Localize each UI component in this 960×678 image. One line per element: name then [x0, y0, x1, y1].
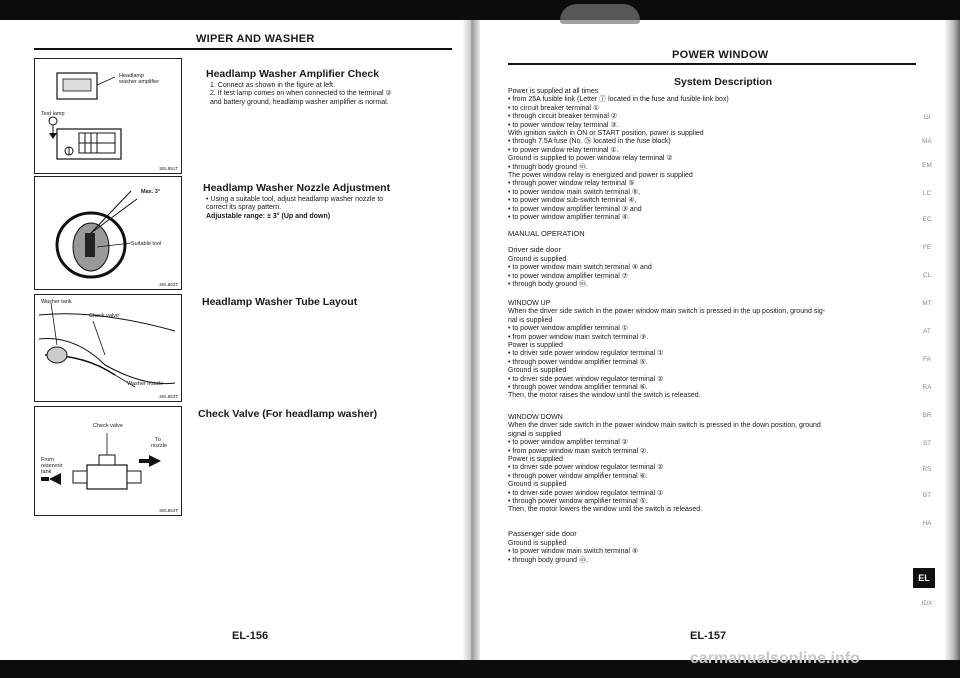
- watermark-text: carmanualsonline.info: [690, 650, 860, 667]
- manual-operation-heading: MANUAL OPERATION: [508, 229, 585, 238]
- index-tab-st[interactable]: ST: [922, 440, 932, 447]
- b4-line: Ground is supplied: [508, 481, 567, 489]
- b1-line: Ground is supplied to power window relay terminal ②: [508, 155, 673, 163]
- fig1-label-2: Test lamp: [41, 111, 65, 117]
- figure-tube-layout: [34, 294, 182, 402]
- b2-line: • through body ground ⓜ.: [508, 281, 588, 289]
- b1-line: With ignition switch in ON or START position, power is supplied: [508, 130, 704, 138]
- window-down-text: [508, 414, 821, 515]
- b1-line: • to power window sub-switch terminal ④,: [508, 197, 637, 205]
- b4-line: • through power window amplifier terminal ⑤.: [508, 498, 648, 506]
- heading-tube-layout: Headlamp Washer Tube Layout: [202, 296, 358, 308]
- fig2-code: SEL852T: [159, 282, 178, 287]
- fig4-label-5: tank: [41, 469, 52, 475]
- left-page-number: EL-156: [232, 630, 269, 642]
- b2-line: • to power window amplifier terminal ⑦: [508, 272, 628, 280]
- driver-side-heading: Driver side door: [508, 245, 561, 254]
- amplifier-check-line-3: and battery ground, headlamp washer amplifier is normal.: [210, 98, 389, 106]
- b4-line: • to driver side power window regulator terminal ②: [508, 464, 664, 472]
- passenger-ground-text: [508, 540, 638, 565]
- b4-line: When the driver side switch in the power window main switch is pressed in the down position, ground: [508, 422, 821, 430]
- b1-line: • to circuit breaker terminal ①: [508, 104, 600, 112]
- index-tab-at[interactable]: AT: [923, 328, 931, 335]
- amplifier-check-line-2: 2. If test lamp comes on when connected to the terminal ②: [210, 90, 392, 98]
- driver-ground-text: [508, 256, 652, 290]
- power-supply-text: [508, 88, 729, 223]
- fig3-label-0: Washer tank: [41, 299, 72, 305]
- b4-line: Then, the motor lowers the window until the switch is released.: [508, 506, 703, 514]
- nozzle-line-1: • Using a suitable tool, adjust headlamp washer nozzle to: [206, 196, 384, 203]
- fig4-label-3: From: [41, 457, 54, 463]
- amplifier-check-text: [210, 82, 392, 107]
- b3-line: • to driver side power window regulator terminal ①: [508, 350, 664, 358]
- b1-line: • to power window main switch terminal ⑤,: [508, 188, 641, 196]
- index-tab-fa[interactable]: FA: [923, 356, 931, 363]
- index-tab-ec[interactable]: EC: [922, 216, 932, 223]
- passenger-side-heading: Passenger side door: [508, 529, 577, 538]
- fig4-label-2: nozzle: [151, 443, 167, 449]
- index-tab-fe[interactable]: FE: [922, 244, 932, 251]
- figure-check-valve: [34, 406, 182, 516]
- b3-line: Then, the motor raises the window until the switch is released.: [508, 392, 701, 400]
- b3-line: • from power window main switch terminal ③.: [508, 333, 649, 341]
- right-running-title: POWER WINDOW: [672, 49, 769, 61]
- page-edge-shadow: [944, 20, 960, 660]
- fig1-label-0: Headlamp: [119, 73, 145, 79]
- b3-line: • to power window amplifier terminal ①: [508, 325, 628, 333]
- b3-line: • through power window amplifier terminal ⑤.: [508, 358, 648, 366]
- b4-line: signal is supplied: [508, 430, 562, 438]
- b1-line: • through 7.5A fuse (No. ㉖ located in the fuse block): [508, 138, 671, 146]
- b3-line: • to driver side power window regulator terminal ②: [508, 375, 664, 383]
- index-tab-br[interactable]: BR: [922, 412, 932, 419]
- index-tab-cl[interactable]: CL: [922, 272, 932, 279]
- index-tab-mt[interactable]: MT: [922, 300, 932, 307]
- b1-line: • through power window relay terminal ⑤: [508, 180, 635, 188]
- b3-line: • through power window amplifier terminal ⑥.: [508, 384, 648, 392]
- index-tab-em[interactable]: EM: [922, 162, 932, 169]
- b1-line: • to power window amplifier terminal ③ and: [508, 205, 642, 213]
- nozzle-line-3: Adjustable range: ± 3° (Up and down): [206, 212, 331, 220]
- b4-line: WINDOW DOWN: [508, 414, 563, 421]
- scan-top-band: [0, 0, 960, 20]
- b1-line: • to power window relay terminal ③.: [508, 121, 619, 129]
- b4-line: • to power window amplifier terminal ②: [508, 439, 628, 447]
- figure-nozzle-adjustment: [34, 176, 182, 290]
- index-tab-gi[interactable]: GI: [923, 114, 931, 121]
- heading-check-valve: Check Valve (For headlamp washer): [198, 408, 378, 420]
- window-up-text: [508, 300, 825, 401]
- amplifier-check-line-1: 1. Connect as shown in the figure at left.: [210, 82, 335, 89]
- b1-line: Power is supplied at all times: [508, 88, 599, 95]
- b2-line: • to power window main switch terminal ④ and: [508, 264, 652, 272]
- b4-line: • from power window main switch terminal ②.: [508, 447, 649, 455]
- nozzle-line-2: correct its spray pattern.: [206, 204, 282, 212]
- b1-line: • through circuit breaker terminal ②: [508, 113, 618, 121]
- b5-line: Ground is supplied: [508, 540, 567, 547]
- b3-line: Power is supplied: [508, 342, 563, 350]
- fig1-code: SEL851T: [159, 166, 178, 171]
- right-page-number: EL-157: [690, 630, 727, 642]
- fig3-code: SEL853T: [159, 394, 178, 399]
- index-tab-ha[interactable]: HA: [922, 520, 932, 527]
- fig4-label-1: To: [155, 437, 161, 443]
- b3-line: WINDOW UP: [508, 300, 551, 307]
- b3-line: When the driver side switch in the power window main switch is pressed in the up position, ground sig-: [508, 308, 826, 316]
- fig3-label-2: Washer nozzle: [127, 381, 164, 387]
- fig3-label-1: Check valve: [89, 313, 119, 319]
- book-gutter: [462, 20, 480, 660]
- b5-line: • to power window main switch terminal ④: [508, 548, 639, 556]
- index-tab-ma[interactable]: MA: [922, 138, 932, 145]
- nozzle-adjustment-text: [206, 196, 383, 221]
- fig1-label-1: washer amplifier: [119, 79, 160, 85]
- system-description-title: System Description: [674, 76, 773, 88]
- figure-amplifier-check: [34, 58, 182, 174]
- b3-line: nal is supplied: [508, 316, 553, 324]
- b3-line: Ground is supplied: [508, 367, 567, 375]
- index-tab-bt[interactable]: BT: [922, 492, 932, 499]
- right-header-rule: [508, 63, 916, 65]
- b2-line: Ground is supplied: [508, 256, 567, 263]
- b1-line: The power window relay is energized and power is supplied: [508, 172, 693, 180]
- b4-line: Power is supplied: [508, 456, 563, 464]
- index-tab-el-active[interactable]: EL: [913, 568, 935, 588]
- b1-line: • to power window amplifier terminal ④.: [508, 214, 630, 222]
- b1-line: • through body ground ⓜ.: [508, 163, 588, 171]
- fig2-label-0: Max. 3°: [141, 189, 161, 195]
- index-tab-rs[interactable]: RS: [922, 466, 932, 473]
- fig4-label-0: Check valve: [93, 423, 123, 429]
- fig2-label-1: Suitable tool: [131, 241, 162, 247]
- index-tab-lc[interactable]: LC: [922, 190, 932, 197]
- heading-amplifier-check: Headlamp Washer Amplifier Check: [206, 68, 380, 80]
- index-tab-ra[interactable]: RA: [922, 384, 932, 391]
- fig4-label-4: reservoir: [41, 463, 63, 469]
- b4-line: • to driver side power window regulator terminal ①: [508, 489, 664, 497]
- b1-line: • to power window relay terminal ①.: [508, 146, 619, 154]
- b4-line: • through power window amplifier terminal ⑥.: [508, 472, 648, 480]
- fig4-code: SEL854T: [159, 508, 178, 513]
- b5-line: • through body ground ⓜ.: [508, 556, 588, 564]
- left-running-title: WIPER AND WASHER: [196, 33, 315, 45]
- heading-nozzle-adjustment: Headlamp Washer Nozzle Adjustment: [203, 182, 391, 194]
- left-header-rule: [34, 48, 452, 50]
- index-tab-idx[interactable]: IDX: [921, 600, 933, 607]
- b1-line: • from 25A fusible link (Letter ⓕ located in the fuse and fusible link box): [508, 96, 729, 104]
